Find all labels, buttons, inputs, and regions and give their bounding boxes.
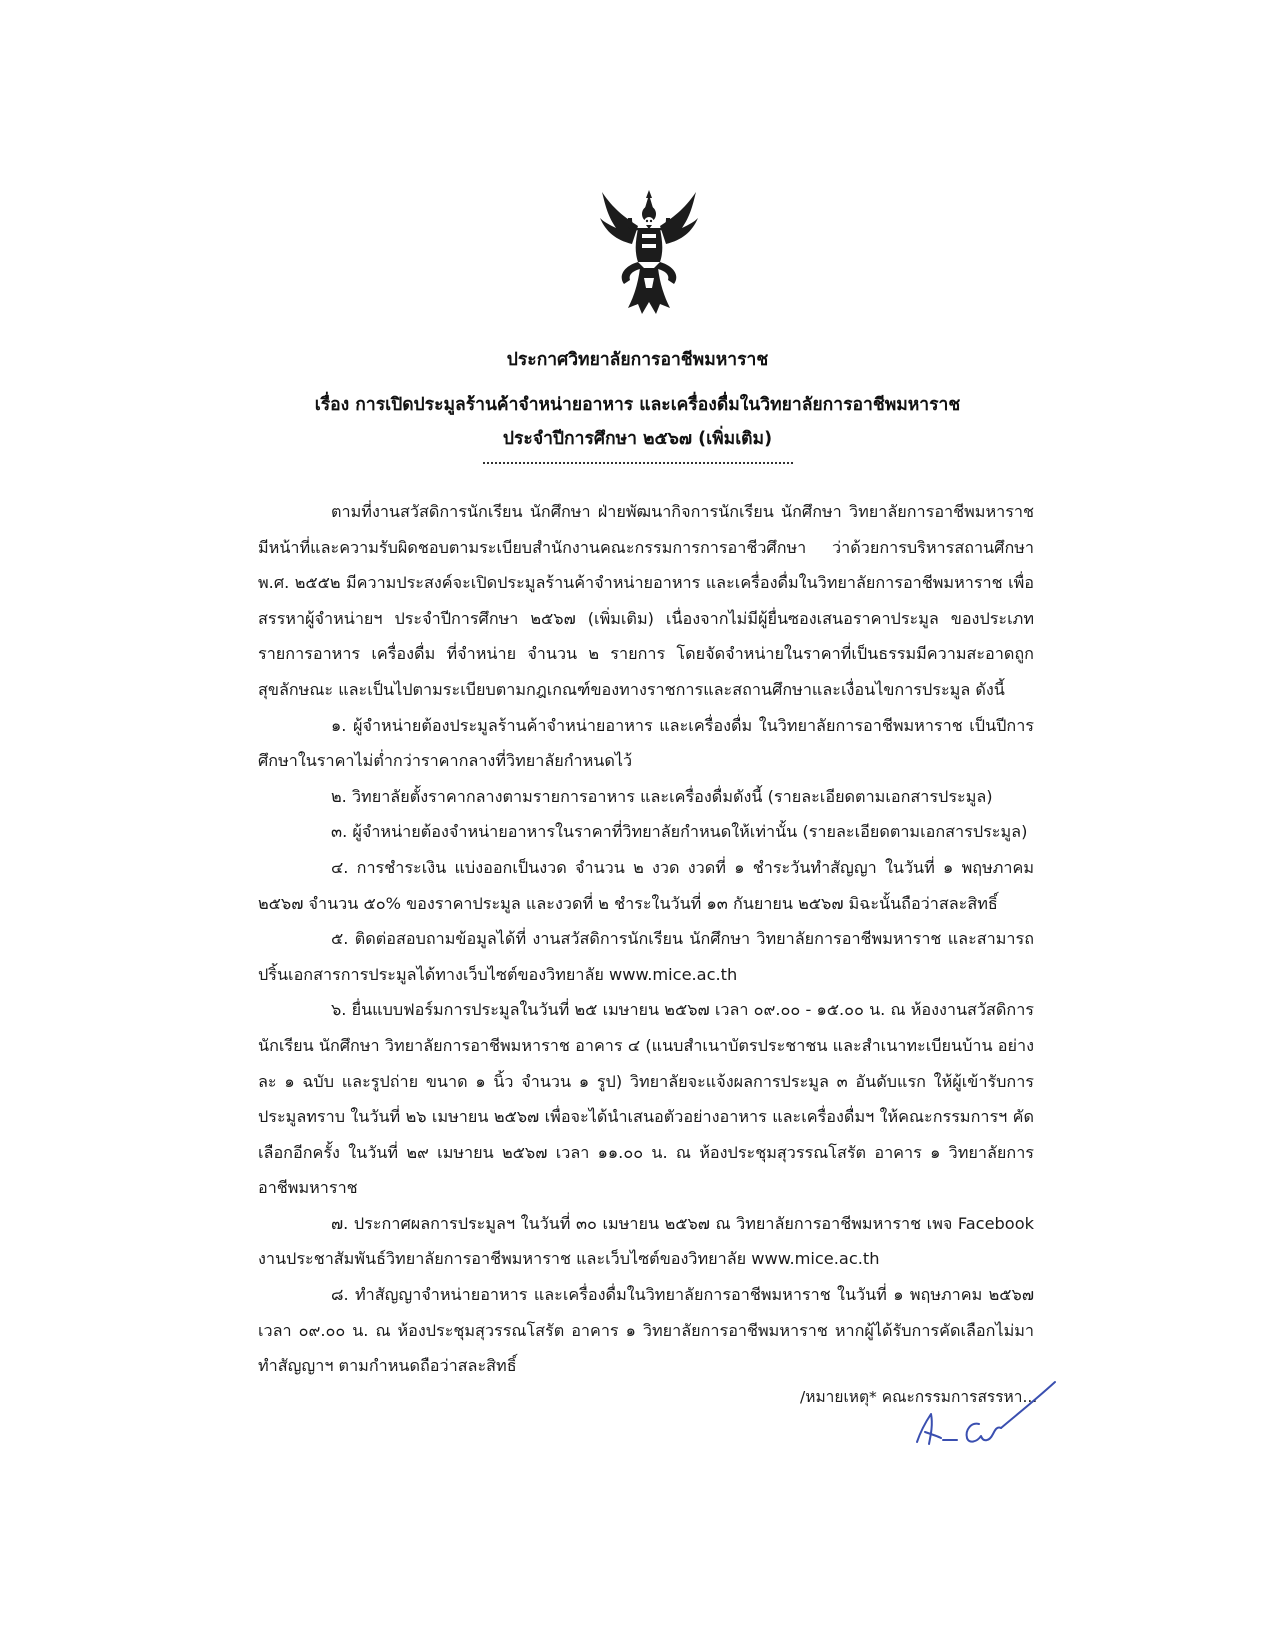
garuda-emblem-icon <box>598 188 700 320</box>
clause-4: ๔. การชำระเงิน แบ่งออกเป็นงวด จำนวน ๒ งวด งวดที่ ๑ ชำระวันทำสัญญา ในวันที่ ๑ พฤษภาคม ๒๕๖๗ จำนวน ๕๐% ของราคาประมูล และงวดที่ ๒ ชำระในวันที่ ๑๓ กันยายน ๒๕๖๗ มิฉะนั้นถือว่าสละสิทธิ์ <box>258 857 1034 913</box>
subject-line-year: ประจำปีการศึกษา ๒๕๖๗ (เพิ่มเติม) <box>502 429 773 449</box>
clause-6: ๖. ยื่นแบบฟอร์มการประมูลในวันที่ ๒๕ เมษายน ๒๕๖๗ เวลา ๐๙.๐๐ - ๑๕.๐๐ น. ณ ห้องงานสวัสดิการนักเรียน นักศึกษา วิทยาลัยการอาชีพมหาราช อาคาร ๔ (แนบสำเนาบัตรประชาชน และสำเนาทะเบียนบ้าน อย่างละ ๑ ฉบับ และรูปถ่าย ขนาด ๑ นิ้ว จำนวน ๑ รูป) วิทยาลัยจะแจ้งผลการประมูล ๓ อันดับแรก ให้ผู้เข้ารับการประมูลทราบ ในวันที่ ๒๖ เมษายน ๒๕๖๗ เพื่อจะได้นำเสนอตัวอย่างอาหาร และเครื่องดื่มฯ ให้คณะกรรมการฯ คัดเลือกอีกครั้ง ในวันที่ ๒๙ เมษายน ๒๕๖๗ เวลา ๑๑.๐๐ น. ณ ห้องประชุมสุวรรณโสรัต อาคาร ๑ วิทยาลัยการอาชีพมหาราช <box>258 1000 1034 1198</box>
clause-1: ๑. ผู้จำหน่ายต้องประมูลร้านค้าจำหน่ายอาหาร และเครื่องดื่ม ในวิทยาลัยการอาชีพมหาราช เป็นปีการศึกษาในราคาไม่ต่ำกว่าราคากลางที่วิทยาลัยกำหนดไว้ <box>258 715 1034 771</box>
signature-icon <box>905 1372 1065 1472</box>
clause-5: ๕. ติดต่อสอบถามข้อมูลได้ที่ งานสวัสดิการนักเรียน นักศึกษา วิทยาลัยการอาชีพมหาราช และสามารถปริ้นเอกสารการประมูลได้ทางเว็บไซต์ของวิทยาลัย www.mice.ac.th <box>258 929 1034 984</box>
dotted-divider <box>483 462 793 464</box>
clause-3: ๓. ผู้จำหน่ายต้องจำหน่ายอาหารในราคาที่วิทยาลัยกำหนดให้เท่านั้น (รายละเอียดตามเอกสารประมูล) <box>331 822 1028 842</box>
continuation-note: /หมายเหตุ* คณะกรรมการสรรหา... <box>800 1388 1038 1406</box>
clause-8: ๘. ทำสัญญาจำหน่ายอาหาร และเครื่องดื่มในวิทยาลัยการอาชีพมหาราช ในวันที่ ๑ พฤษภาคม ๒๕๖๗ เวลา ๐๙.๐๐ น. ณ ห้องประชุมสุวรรณโสรัต อาคาร ๑ วิทยาลัยการอาชีพมหาราช หากผู้ได้รับการคัดเลือกไม่มาทำสัญญาฯ ตามกำหนดถือว่าสละสิทธิ์ <box>258 1285 1034 1376</box>
clause-2: ๒. วิทยาลัยตั้งราคากลางตามรายการอาหาร และเครื่องดื่มดังนี้ (รายละเอียดตามเอกสารประมูล) <box>331 786 993 806</box>
announcement-title: ประกาศวิทยาลัยการอาชีพมหาราช <box>506 350 769 370</box>
announcement-body <box>258 494 1034 1384</box>
intro-paragraph: ตามที่งานสวัสดิการนักเรียน นักศึกษา ฝ่ายพัฒนากิจการนักเรียน นักศึกษา วิทยาลัยการอาชีพมหาราช มีหน้าที่และความรับผิดชอบตามระเบียบสำนักงานคณะกรรมการการอาชีวศึกษา ว่าด้วยการบริหารสถานศึกษา พ.ศ. ๒๕๕๒ มีความประสงค์จะเปิดประมูลร้านค้าจำหน่ายอาหาร และเครื่องดื่มในวิทยาลัยการอาชีพมหาราช เพื่อสรรหาผู้จำหน่ายฯ ประจำปีการศึกษา ๒๕๖๗ (เพิ่มเติม) เนื่องจากไม่มีผู้ยื่นซองเสนอราคาประมูล ของประเภทรายการอาหาร เครื่องดื่ม ที่จำหน่าย จำนวน ๒ รายการ โดยจัดจำหน่ายในราคาที่เป็นธรรมมีความสะอาดถูกสุขลักษณะ และเป็นไปตามระเบียบตามกฎเกณฑ์ของทางราชการและสถานศึกษาและเงื่อนไขการประมูล ดังนี้ <box>258 502 1034 699</box>
subject-line: เรื่อง การเปิดประมูลร้านค้าจำหน่ายอาหาร และเครื่องดื่มในวิทยาลัยการอาชีพมหาราช <box>314 395 961 415</box>
clause-7: ๗. ประกาศผลการประมูลฯ ในวันที่ ๓๐ เมษายน ๒๕๖๗ ณ วิทยาลัยการอาชีพมหาราช เพจ Facebook งานประชาสัมพันธ์วิทยาลัยการอาชีพมหาราช และเว็บไซต์ของวิทยาลัย www.mice.ac.th <box>258 1213 1034 1269</box>
